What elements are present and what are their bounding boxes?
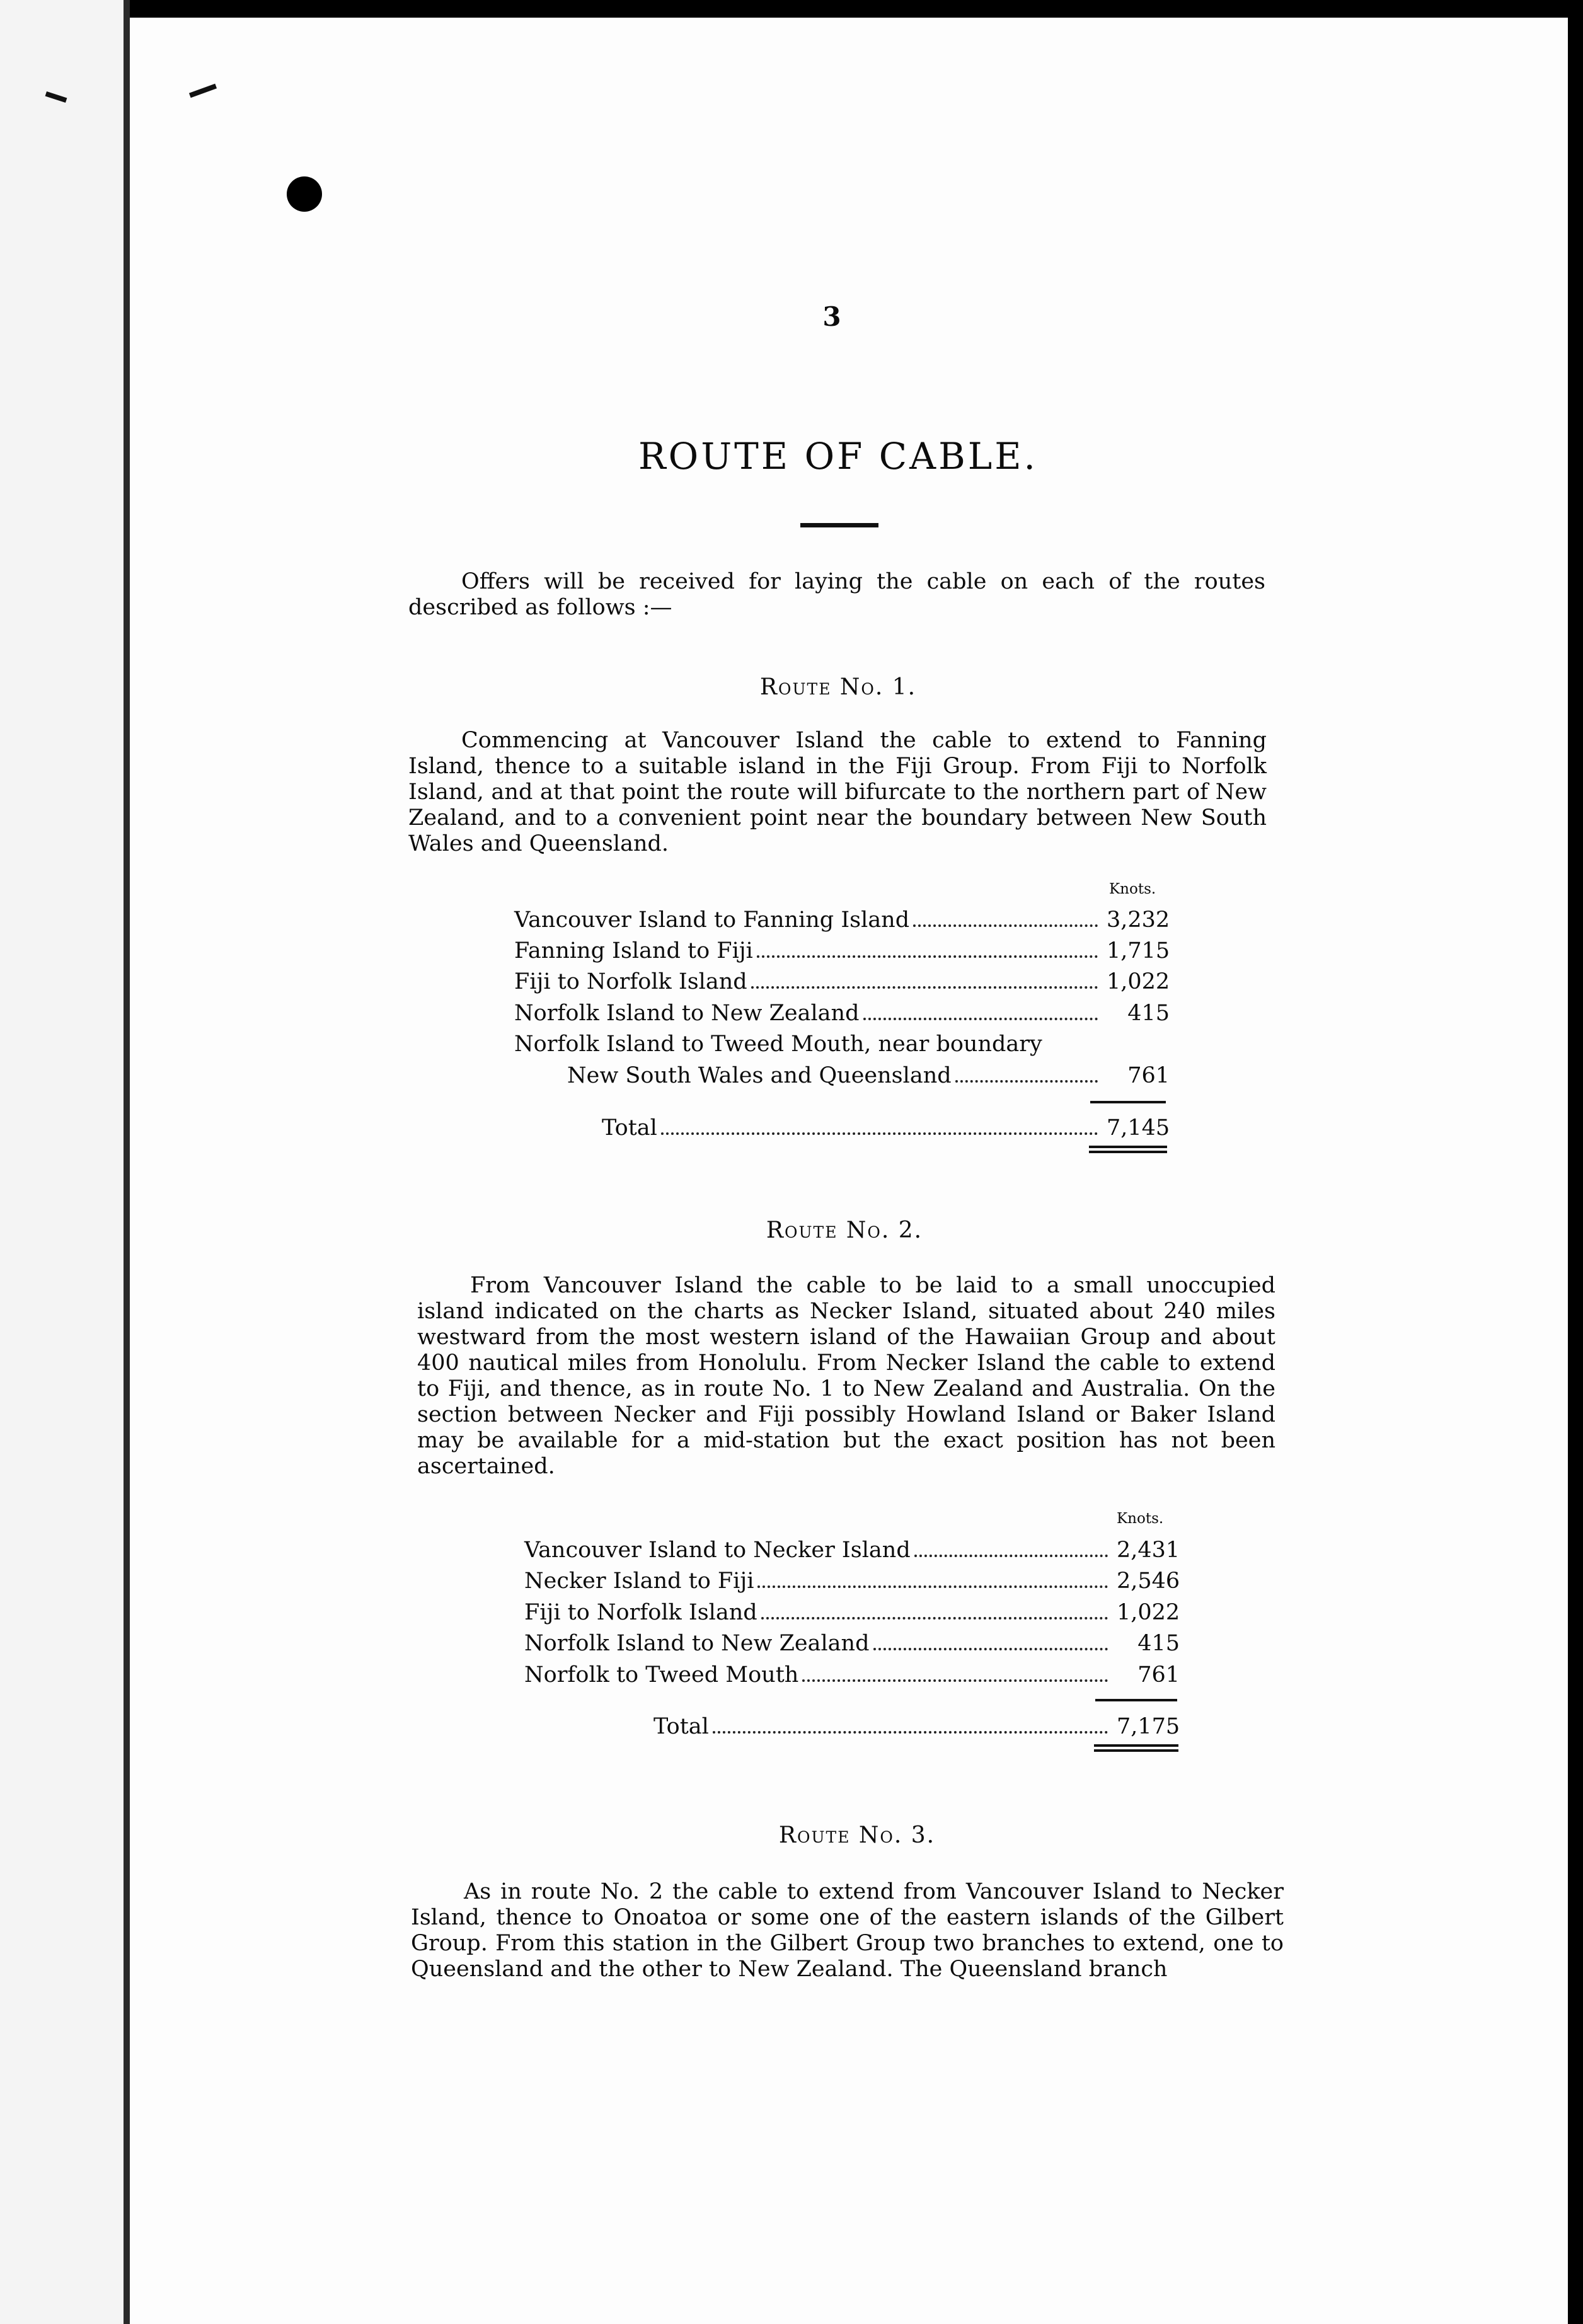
route-1-sum-rule	[1090, 1101, 1166, 1103]
scan-border-top	[0, 0, 1583, 18]
route-1-row: Norfolk Island to New Zealand 415	[514, 1001, 1170, 1026]
title-rule	[800, 523, 878, 527]
route-2-row: Norfolk Island to New Zealand 415	[524, 1631, 1180, 1656]
route-2-sum-rule	[1095, 1699, 1177, 1701]
route-2-row: Necker Island to Fiji 2,546	[524, 1568, 1180, 1594]
route-1-row: New South Wales and Queensland 761	[567, 1063, 1170, 1088]
route-2-heading: Route No. 2.	[766, 1217, 923, 1243]
route-1-row: Fiji to Norfolk Island 1,022	[514, 969, 1170, 994]
intro-text: Offers will be received for laying the cable on each of the routes described as follows :—	[408, 569, 1265, 620]
scan-border-right	[1568, 0, 1583, 2324]
intro-paragraph	[408, 569, 1265, 621]
route-1-text: Commencing at Vancouver Island the cable to extend to Fanning Island, thence to a suitable island in the Fiji Group. From Fiji to Norfolk Island, and at that point the route will bifurcate to the northern part of New Zealand, and to a convenient point near the boundary between New South Wales and Queensland.	[408, 728, 1267, 856]
scan-left-margin	[0, 0, 130, 2324]
route-3-text: As in route No. 2 the cable to extend from Vancouver Island to Necker Island, thence to Onoatoa or some one of the eastern islands of the Gilbert Group. From this station in the Gilbert Group two branches to extend, one to Queensland and the other to New Zealand. The Queensland branch	[411, 1879, 1284, 1982]
route-1-knots-header: Knots.	[1109, 881, 1156, 897]
page-title: ROUTE OF CABLE.	[638, 435, 1038, 478]
route-2-total-double-rule	[1094, 1744, 1178, 1752]
scan-speck	[189, 84, 217, 98]
route-2-text: From Vancouver Island the cable to be laid to a small unoccupied island indicated on the charts as Necker Island, situated about 240 miles westward from the most western island of the Hawaiian Group and about 400 nautical miles from Honolulu. From Necker Island the cable to extend to Fiji, and thence, as in route No. 1 to New Zealand and Australia. On the section between Necker and Fiji possibly Howland Island or Baker Island may be available for a mid-station but the exact position has not been ascertained.	[417, 1273, 1275, 1479]
route-2-knots-header: Knots.	[1117, 1510, 1164, 1527]
route-1-row: Norfolk Island to Tweed Mouth, near boundary	[514, 1032, 1042, 1057]
route-2-row: Vancouver Island to Necker Island 2,431	[524, 1538, 1180, 1563]
route-1-row: Vancouver Island to Fanning Island 3,232	[514, 907, 1170, 933]
route-2-row: Fiji to Norfolk Island 1,022	[524, 1600, 1180, 1625]
route-3-paragraph	[411, 1879, 1284, 1982]
page-number: 3	[822, 301, 841, 332]
route-1-paragraph	[408, 728, 1267, 857]
route-2-row: Norfolk to Tweed Mouth 761	[524, 1662, 1180, 1688]
route-1-total-double-rule	[1089, 1146, 1167, 1153]
route-3-heading: Route No. 3.	[778, 1822, 936, 1848]
route-1-total: Total 7,145	[602, 1115, 1170, 1141]
route-2-paragraph	[417, 1273, 1275, 1480]
route-1-row: Fanning Island to Fiji 1,715	[514, 938, 1170, 964]
route-1-heading: Route No. 1.	[759, 674, 917, 700]
punch-hole	[287, 176, 322, 212]
route-2-total: Total 7,175	[653, 1714, 1180, 1739]
